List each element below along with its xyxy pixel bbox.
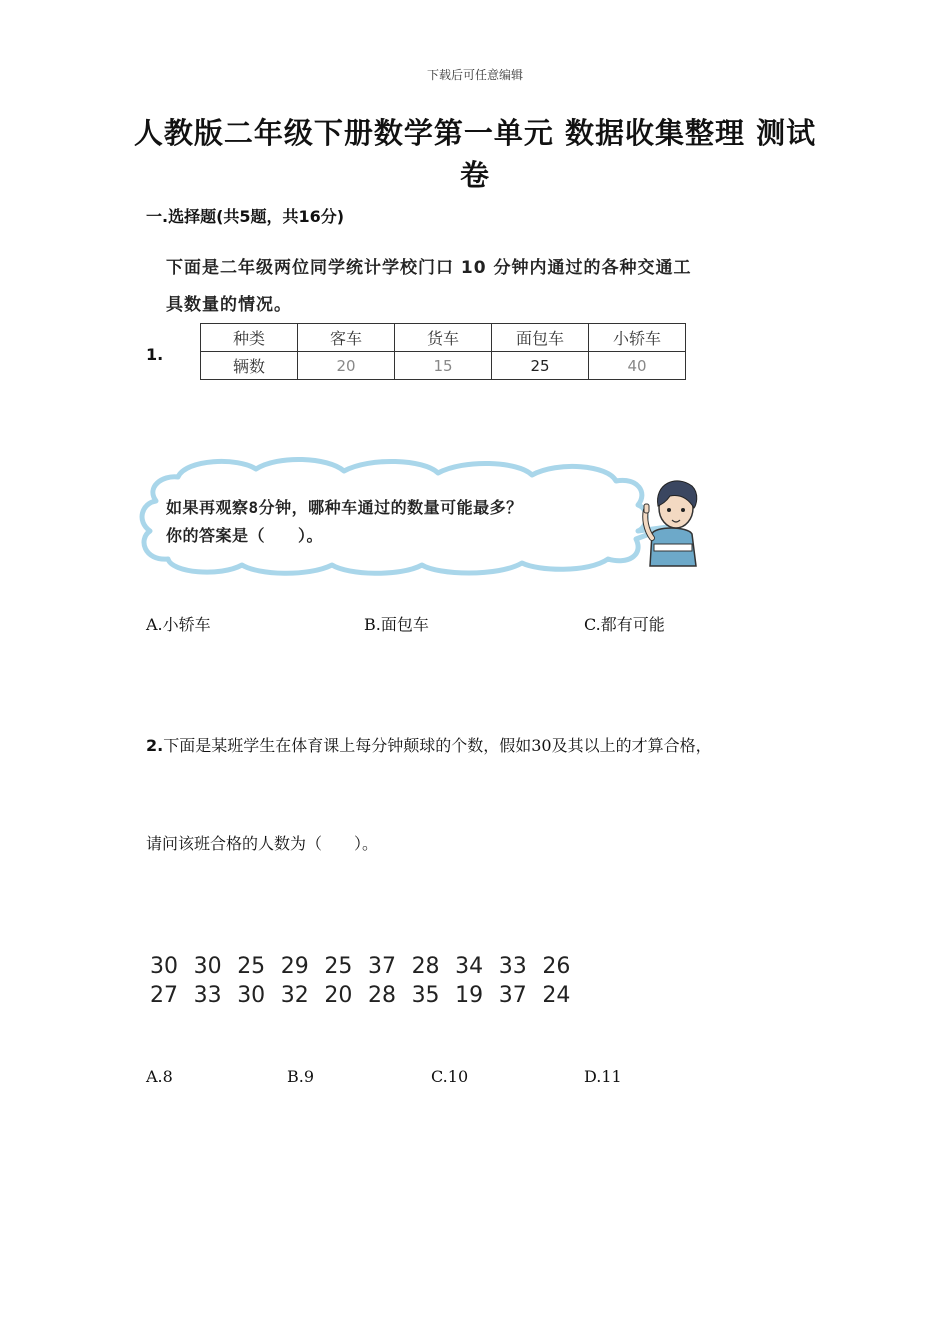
table-header-row [201,324,686,352]
q1-number: 1. [146,345,164,364]
juggle-data-row2 [150,983,586,1008]
data-value: 32 [280,983,309,1008]
data-value: 25 [324,954,353,979]
data-value: 37 [367,954,396,979]
table-cell: 辆数 [201,352,298,380]
data-value: 35 [411,983,440,1008]
header-note: 下载后可任意编辑 [426,68,523,82]
q2-option-c[interactable]: C.10 [431,1067,469,1086]
data-value: 29 [280,954,309,979]
data-value: 30 [150,954,178,979]
data-value: 25 [237,954,266,979]
juggle-data-row1 [150,954,586,979]
q2-option-d[interactable]: D.11 [584,1067,622,1086]
q1-option-a[interactable]: A.小轿车 [146,615,211,634]
q2-text-line1: 下面是某班学生在体育课上每分钟颠球的个数，假如30及其以上的才算合格， [163,736,712,755]
table-cell: 25 [492,352,589,380]
q1-intro-line1: 下面是二年级两位同学统计学校门口 10 分钟内通过的各种交通工 [166,258,692,278]
table-cell: 客车 [298,324,395,352]
data-value: 33 [193,983,222,1008]
data-value: 28 [411,954,440,979]
table-cell: 40 [589,352,686,380]
table-cell: 小轿车 [589,324,686,352]
data-value: 27 [150,983,178,1008]
boy-illustration [636,474,706,570]
q2-option-a[interactable]: A.8 [146,1067,173,1086]
data-value: 26 [542,954,571,979]
data-value: 37 [498,983,527,1008]
table-cell: 货车 [395,324,492,352]
data-value: 34 [455,954,484,979]
data-value: 33 [498,954,527,979]
table-cell: 面包车 [492,324,589,352]
table-cell: 种类 [201,324,298,352]
data-value: 30 [193,954,222,979]
data-value: 19 [455,983,484,1008]
bubble-line2: 你的答案是（ ）。 [166,526,324,545]
data-value: 24 [542,983,571,1008]
q1-option-b[interactable]: B.面包车 [364,615,429,634]
traffic-table [200,323,686,380]
table-row [201,352,686,380]
q2-option-b[interactable]: B.9 [287,1067,315,1086]
page-title: 人教版二年级下册数学第一单元 数据收集整理 测试卷 [133,116,817,192]
q2-line1 [146,733,712,756]
table-cell: 15 [395,352,492,380]
q1-option-c[interactable]: C.都有可能 [584,615,665,634]
bubble-line1: 如果再观察8分钟，哪种车通过的数量可能最多？ [166,498,523,517]
section-heading: 一.选择题(共5题，共16分) [146,207,345,226]
q2-number: 2. [146,736,164,755]
table-cell: 20 [298,352,395,380]
q1-intro-line2: 具数量的情况。 [166,295,292,315]
q2-line2: 请问该班合格的人数为（ ）。 [146,834,379,853]
speech-bubble [138,455,718,585]
data-value: 28 [367,983,396,1008]
data-value: 20 [324,983,353,1008]
data-value: 30 [237,983,266,1008]
